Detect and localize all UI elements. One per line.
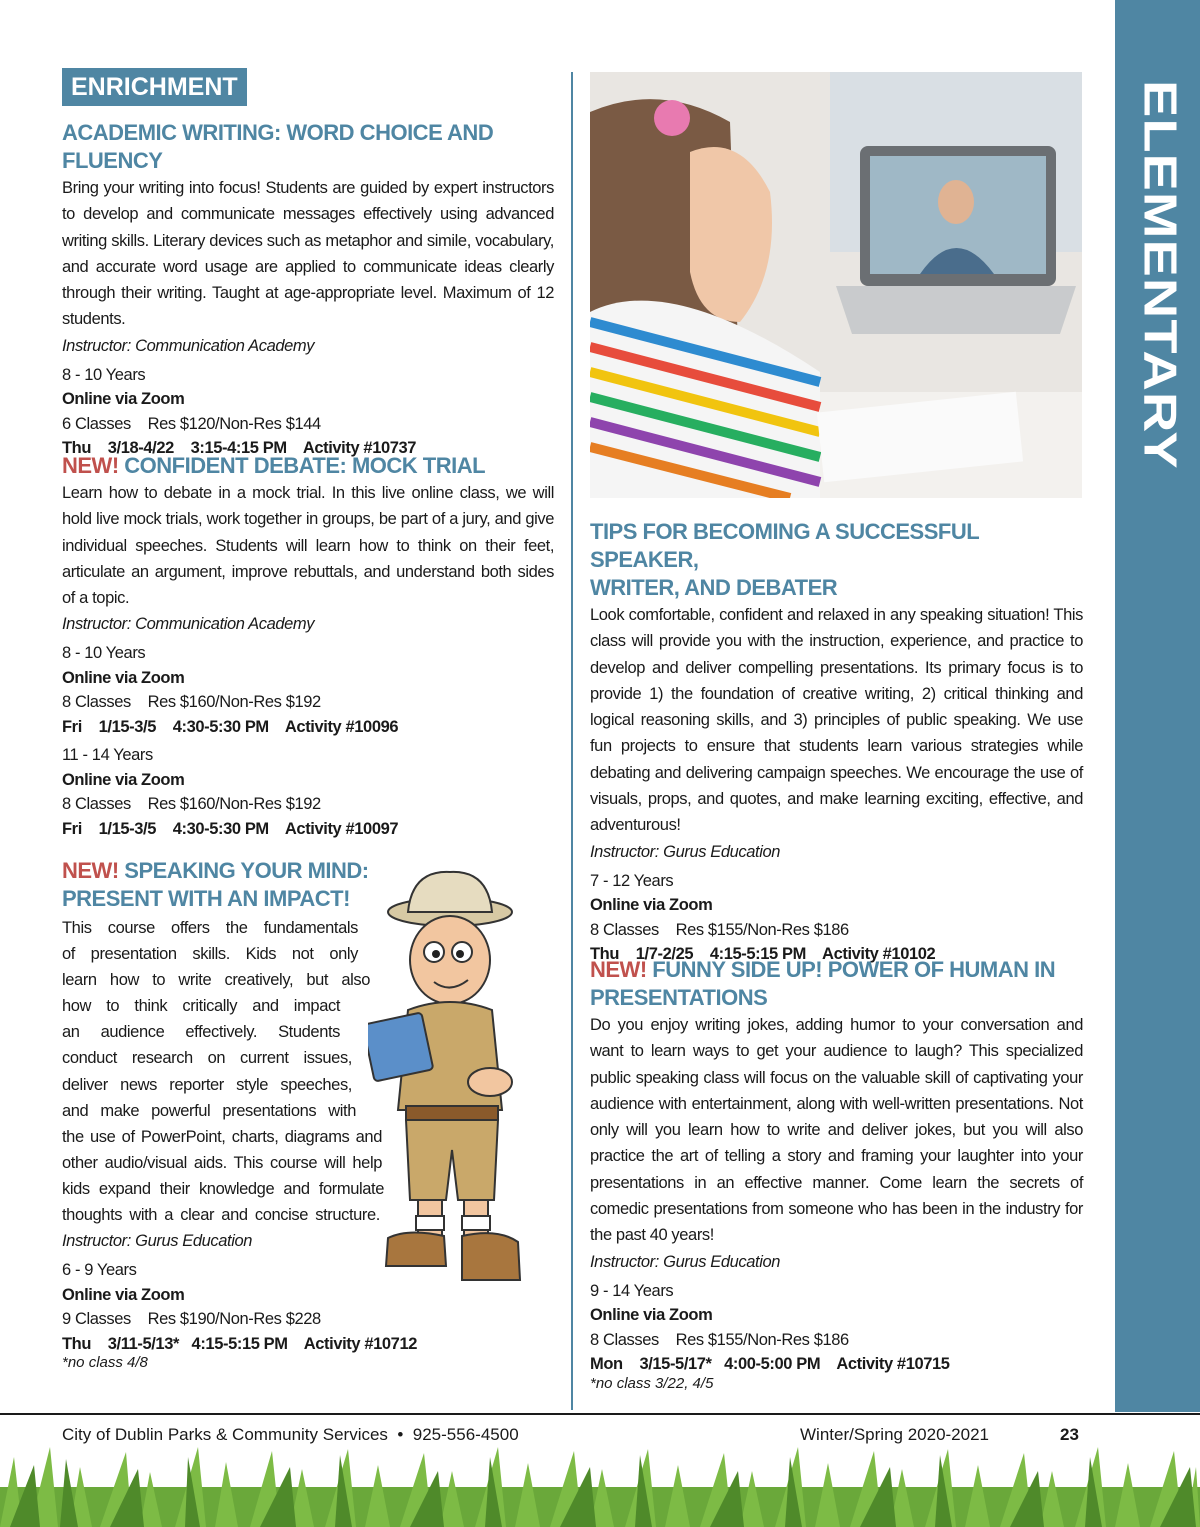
- explorer-mascot-illustration: [368, 870, 528, 1315]
- grass-decoration: [0, 1447, 1200, 1527]
- session-schedule: Fri 1/15-3/5 4:30-5:30 PM Activity #10096: [62, 717, 399, 736]
- footer-season: Winter/Spring 2020-2021: [800, 1425, 990, 1444]
- section-tag: ENRICHMENT: [62, 68, 247, 106]
- session-schedule: Thu 3/11-5/13* 4:15-5:15 PM Activity #10712: [62, 1334, 418, 1353]
- session-ages: 7 - 12 Years: [590, 871, 674, 890]
- course-description: Look comfortable, confident and relaxed in any speaking situation! This class will provide you with the instruction, experience, and practice to develop and deliver compelling presentations. Its primary focus is to provide 1) the foundation of creative writing, 2) critical thinking and logical reasoning skills, and 3) principles of public speaking. We use fun projects to ensure that students learn various strategies while debating and delivering campaign speeches. We encourage the use of visuals, props, and quotes, and make learning exciting, effective, and adventurous!: [590, 606, 1083, 835]
- course-confident-debate: [62, 452, 554, 841]
- course-title-line2: PRESENTATIONS: [590, 985, 768, 1010]
- session-note: *no class 4/8: [62, 1354, 148, 1372]
- course-instructor: Instructor: Communication Academy: [62, 336, 315, 355]
- description-line: conduct research on current issues,: [62, 1049, 352, 1068]
- session-ages: 11 - 14 Years: [62, 746, 153, 765]
- description-line: kids expand their knowledge and formulate: [62, 1179, 384, 1198]
- course-title-line1: SPEAKING YOUR MIND:: [124, 858, 369, 883]
- side-tab-label: ELEMENTARY: [1134, 80, 1187, 470]
- session-ages: 8 - 10 Years: [62, 644, 146, 663]
- course-title-line1: FUNNY SIDE UP! POWER OF HUMAN IN: [652, 957, 1056, 982]
- course-title: CONFIDENT DEBATE: MOCK TRIAL: [124, 453, 486, 478]
- session-ages: 9 - 14 Years: [590, 1281, 674, 1300]
- session-fees: 9 Classes Res $190/Non-Res $228: [62, 1310, 321, 1329]
- session-fees: 8 Classes Res $155/Non-Res $186: [590, 920, 849, 939]
- session-schedule: Thu 1/7-2/25 4:15-5:15 PM Activity #10102: [590, 945, 936, 964]
- course-instructor: Instructor: Gurus Education: [62, 1232, 253, 1251]
- course-academic-writing: [62, 119, 554, 461]
- column-divider: [571, 72, 573, 1410]
- course-title-line2: WRITER, AND DEBATER: [590, 575, 838, 600]
- session-location: Online via Zoom: [62, 390, 185, 409]
- description-line: This course offers the fundamentals: [62, 919, 358, 937]
- course-instructor: Instructor: Gurus Education: [590, 842, 781, 861]
- footer-organization: City of Dublin Parks & Community Services • 925-556-4500: [62, 1425, 519, 1444]
- page-number: 23: [1060, 1425, 1079, 1444]
- course-title: ACADEMIC WRITING: WORD CHOICE AND FLUENCY: [62, 120, 494, 173]
- session-fees: 6 Classes Res $120/Non-Res $144: [62, 414, 321, 433]
- student-laptop-photo: [590, 72, 1082, 498]
- session-ages: 8 - 10 Years: [62, 365, 146, 384]
- description-line: deliver news reporter style speeches,: [62, 1075, 352, 1094]
- course-tips-speaker: [590, 518, 1083, 967]
- session-schedule: Mon 3/15-5/17* 4:00-5:00 PM Activity #10715: [590, 1355, 950, 1374]
- session-location: Online via Zoom: [62, 1285, 185, 1304]
- new-tag: NEW!: [62, 858, 119, 883]
- description-line: the use of PowerPoint, charts, diagrams and: [62, 1127, 382, 1146]
- footer-rule: [0, 1413, 1200, 1415]
- description-line: thoughts with a clear and concise structure.: [62, 1206, 380, 1225]
- session-schedule: Thu 3/18-4/22 3:15-4:15 PM Activity #10737: [62, 439, 417, 458]
- course-title-line2: PRESENT WITH AN IMPACT!: [62, 886, 350, 911]
- description-line: of presentation skills. Kids not only: [62, 945, 358, 964]
- new-tag: NEW!: [62, 453, 119, 478]
- course-instructor: Instructor: Communication Academy: [62, 615, 315, 634]
- session-fees: 8 Classes Res $160/Non-Res $192: [62, 795, 321, 814]
- description-line: and make powerful presentations with: [62, 1101, 356, 1120]
- description-line: learn how to write creatively, but also: [62, 971, 370, 990]
- course-funny-side-up: [590, 956, 1083, 1391]
- session-location: Online via Zoom: [590, 1306, 713, 1325]
- session-ages: 6 - 9 Years: [62, 1261, 137, 1280]
- new-tag: NEW!: [590, 957, 647, 982]
- course-instructor: Instructor: Gurus Education: [590, 1252, 781, 1271]
- description-line: an audience effectively. Students: [62, 1023, 340, 1042]
- course-title-line1: TIPS FOR BECOMING A SUCCESSFUL SPEAKER,: [590, 519, 979, 572]
- session-note: *no class 3/22, 4/5: [590, 1374, 714, 1392]
- course-description: Learn how to debate in a mock trial. In this live online class, we will hold live mock trials, work together in groups, be part of a jury, and give individual speeches. Students will learn how to think on their feet, articulate an argument, improve rebuttals, and understand both sides of a topic.: [62, 484, 554, 608]
- description-line: how to think critically and impact: [62, 997, 340, 1016]
- course-description: Do you enjoy writing jokes, adding humor to your conversation and want to learn ways to get your audience to laugh? This specialized public speaking class will focus on the valuable skill of captivating your audience with entertainment, along with well-written presentations. Not only will you learn how to write and deliver jokes, but you will also practice the art of telling a story and framing your laughter into your presentations in an effective manner. Come learn the secrets of comedic presentations from someone who has been in the industry for the past 40 years!: [590, 1016, 1083, 1245]
- session-location: Online via Zoom: [590, 896, 713, 915]
- session-location: Online via Zoom: [62, 770, 185, 789]
- session-schedule: Fri 1/15-3/5 4:30-5:30 PM Activity #10097: [62, 819, 399, 838]
- session-fees: 8 Classes Res $155/Non-Res $186: [590, 1330, 849, 1349]
- session-fees: 8 Classes Res $160/Non-Res $192: [62, 693, 321, 712]
- description-line: other audio/visual aids. This course will help: [62, 1153, 382, 1172]
- session-location: Online via Zoom: [62, 668, 185, 687]
- course-description: Bring your writing into focus! Students are guided by expert instructors to develop and communicate messages effectively using advanced writing skills. Literary devices such as metaphor and simile, vocabulary, and accurate word usage are applied to communicate ideas clearly through their writing. Taught at age-appropriate level. Maximum of 12 students.: [62, 179, 554, 329]
